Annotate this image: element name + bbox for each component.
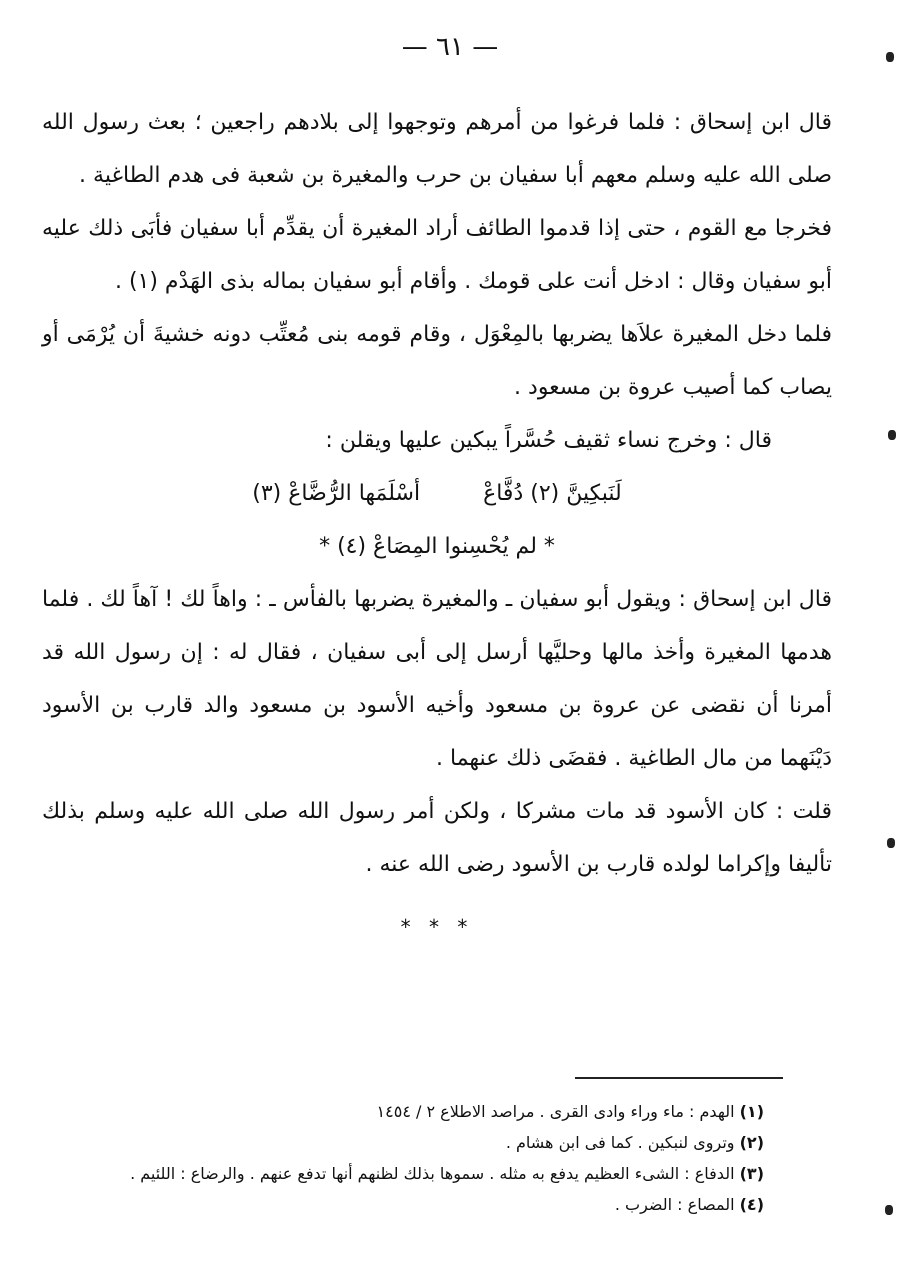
footnotes [42, 1096, 764, 1220]
footnote-text: الدفاع : الشىء العظيم يدفع به مثله . سموها بذلك لظنهم أنها تدفع عنهم . والرضاع : اللئيم . [130, 1164, 735, 1183]
paragraph-1: قال ابن إسحاق : فلما فرغوا من أمرهم وتوجهوا إلى بلادهم راجعين ؛ بعث رسول الله صلى الله عليه وسلم معهم أبا سفيان بن حرب والمغيرة بن شعبة فى هدم الطاغية . [42, 110, 832, 188]
footnote-divider [575, 1077, 783, 1079]
main-text [42, 96, 832, 954]
footnote-2 [42, 1127, 764, 1158]
poem-hemistich-1: لَنَبكِينَّ (٢) دُفَّاعْ [483, 481, 622, 506]
paragraph-2: فخرجا مع القوم ، حتى إذا قدموا الطائف أراد المغيرة أن يقدِّم أبا سفيان فأبَى ذلك عليه أبو سفيان وقال : ادخل أنت على قومك . وأقام أبو سفيان بماله بذى الهَدْم (١) . [42, 216, 832, 294]
paragraph-3: فلما دخل المغيرة علاَها يضربها بالمِعْوَل ، وقام قومه بنى مُعتِّب دونه خشيةَ أن يُرْمَى أو يصاب كما أصيب عروة بن مسعود . [42, 322, 832, 400]
footnote-text: الهدم : ماء وراء وادى القرى . مراصد الاطلاع ٢ / ١٤٥٤ [376, 1102, 735, 1121]
paragraph-6: قلت : كان الأسود قد مات مشركا ، ولكن أمر رسول الله صلى الله عليه وسلم بذلك تأليفا وإكراما لولده قارب بن الأسود رضى الله عنه . [42, 799, 832, 877]
poem-line-1 [42, 467, 832, 520]
footnote-3 [42, 1158, 764, 1189]
paragraph-4: قال : وخرج نساء ثقيف حُسَّراً يبكين عليها ويقلن : [325, 428, 772, 453]
poem-hemistich-2: أسْلَمَها الرُّضَّاعْ (٣) [252, 481, 421, 506]
footnote-number: (٤) [739, 1195, 764, 1214]
footnote-4 [42, 1189, 764, 1220]
poem-line-2: * لم يُحْسِنوا المِصَاعْ (٤) * [319, 534, 555, 559]
footnote-number: (٢) [739, 1133, 764, 1152]
footnote-1 [42, 1096, 764, 1127]
page-number: — ٦١ — [401, 32, 499, 62]
margin-mark [887, 838, 895, 848]
footnote-number: (٣) [739, 1164, 764, 1183]
footnote-text: المصاع : الضرب . [614, 1195, 735, 1214]
margin-mark [886, 52, 894, 62]
section-separator: * * * [400, 915, 474, 939]
paragraph-5: قال ابن إسحاق : ويقول أبو سفيان ـ والمغيرة يضربها بالفأس ـ : واهاً لك ! آهاً لك . فلما هدمها المغيرة وأخذ مالها وحليَّها أرسل إلى أبى سفيان ، فقال له : إن رسول الله قد أمرنا أن نقضى عن عروة بن مسعود وأخيه الأسود بن مسعود والد قارب بن الأسود دَيْنَهما من مال الطاغية . فقضَى ذلك عنهما . [42, 587, 832, 771]
footnote-number: (١) [739, 1102, 764, 1121]
margin-mark [888, 430, 896, 440]
poem [42, 467, 832, 573]
footnote-text: وتروى لنبكين . كما فى ابن هشام . [505, 1133, 735, 1152]
margin-mark [885, 1205, 893, 1215]
